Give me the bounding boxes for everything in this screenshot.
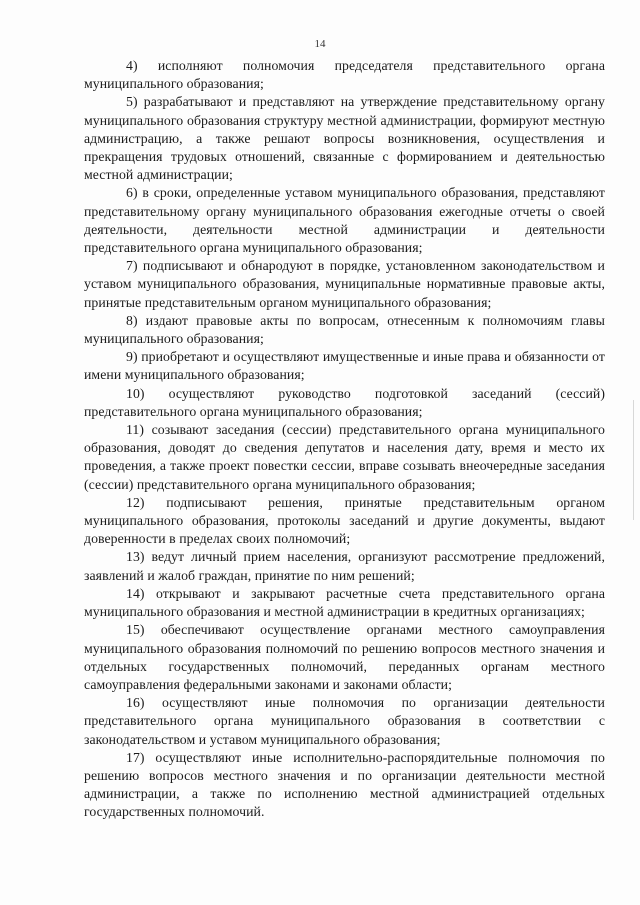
paragraph-item xyxy=(84,257,605,312)
paragraph-text: 10) осуществляют руководство подготовкой заседаний (сессий) представительного органа муниципального образования; xyxy=(84,385,605,419)
paragraph-text: 13) ведут личный прием населения, организуют рассмотрение предложений, заявлений и жалоб граждан, принятие по ним решений; xyxy=(84,549,605,583)
paragraph-text: 17) осуществляют иные исполнительно-распорядительные полномочия по решению вопросов местного значения и по организации деятельности местной администрации, а также по исполнению местной администрацией отдельных государственных полномочий. xyxy=(84,749,605,820)
page-number: 14 xyxy=(314,38,326,50)
paragraph-text: 8) издают правовые акты по вопросам, отнесенным к полномочиям главы муниципального образования; xyxy=(84,312,605,347)
paragraph-text: 12) подписывают решения, принятые представительным органом муниципального образования, протоколы заседаний и другие документы, выдают доверенности в пределах своих полномочий; xyxy=(84,494,605,547)
paragraph-item xyxy=(84,585,605,621)
paragraph-item xyxy=(84,93,605,184)
paragraph-text: 9) приобретают и осуществляют имущественные и иные права и обязанности от имени муниципального образования; xyxy=(84,349,605,383)
paragraph-text: 5) разрабатывают и представляют на утверждение представительному органу муниципального образования структуру местной администрации, формируют местную администрацию, а также решают вопросы возникновения, осуществления и прекращения трудовых отношений, связанные с формированием и деятельностью местной администрации; xyxy=(84,94,605,183)
paragraph-item xyxy=(84,494,605,549)
scan-edge-mark xyxy=(633,400,634,520)
paragraph-item xyxy=(84,57,605,93)
paragraph-item xyxy=(84,749,605,822)
paragraph-text: 4) исполняют полномочия председателя представительного органа муниципального образования; xyxy=(84,58,605,92)
paragraph-text: 7) подписывают и обнародуют в порядке, установленном законодательством и уставом муниципального образования, муниципальные нормативные правовые акты, принятые представительным органом муниципального образования; xyxy=(84,258,605,310)
paragraph-item xyxy=(84,312,605,348)
paragraph-item xyxy=(84,385,605,421)
paragraph-text: 11) созывают заседания (сессии) представительного органа муниципального образования, доводят до сведения депутатов и населения дату, время и место их проведения, а также проект повестки сессии, вправе созывать внеочередные заседания (сессии) представительного органа муниципального образования; xyxy=(84,422,605,492)
paragraph-item xyxy=(84,621,605,694)
paragraph-item xyxy=(84,694,605,749)
paragraph-text: 16) осуществляют иные полномочия по организации деятельности представительного органа муниципального образования в соответствии с законодательством и уставом муниципального образования; xyxy=(84,695,605,747)
paragraph-text: 6) в сроки, определенные уставом муниципального образования, представляют представительному органу муниципального образования ежегодные отчеты о своей деятельности, деятельности местной администрации и деятельности представительного органа муниципального образования; xyxy=(84,185,605,256)
paragraph-item xyxy=(84,421,605,494)
paragraph-item xyxy=(84,348,605,384)
paragraph-text: 15) обеспечивают осуществление органами местного самоуправления муниципального образования полномочий по решению вопросов местного значения и отдельных государственных полномочий, переданных органам местного самоуправления федеральными законами и законами области; xyxy=(84,622,605,692)
paragraph-item xyxy=(84,548,605,584)
document-body xyxy=(84,57,605,822)
paragraph-item xyxy=(84,184,605,257)
paragraph-text: 14) открывают и закрывают расчетные счета представительного органа муниципального образования и местной администрации в кредитных организациях; xyxy=(84,585,605,620)
